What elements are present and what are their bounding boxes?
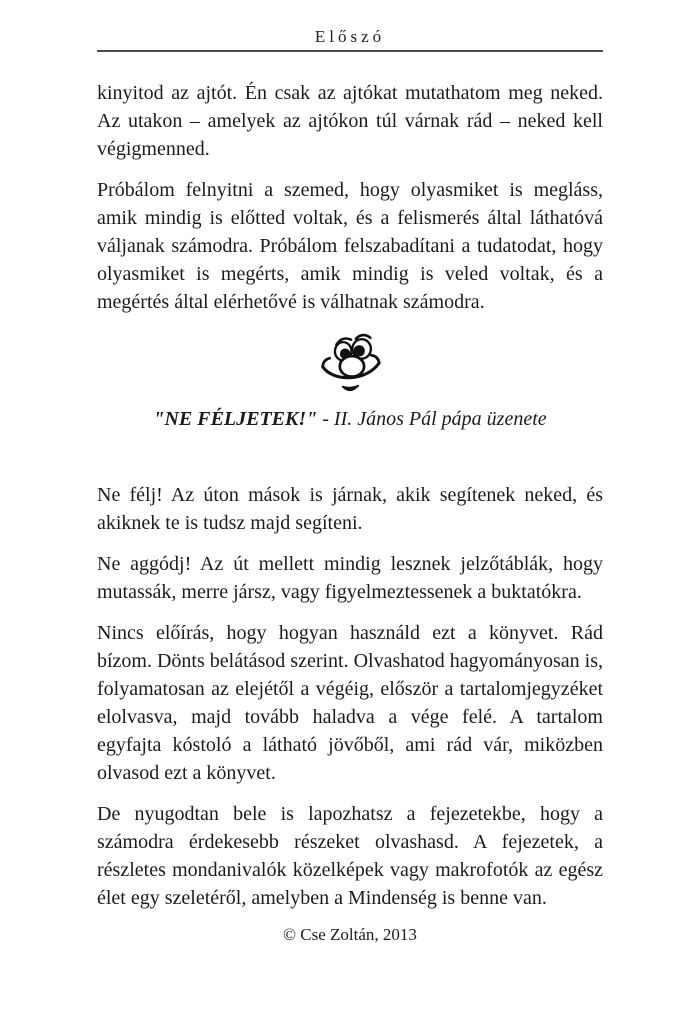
page-footer <box>97 925 603 945</box>
paragraph: Ne félj! Az úton mások is járnak, akik segítenek neked, és akiknek te is tudsz majd segíteni. <box>97 484 603 534</box>
header-divider <box>97 50 603 52</box>
page-body <box>97 79 603 912</box>
smiley-face-icon <box>315 329 385 397</box>
page-title: Előszó <box>314 27 386 46</box>
paragraph: Nincs előírás, hogy hogyan használd ezt a könyvet. Rád bízom. Dönts belátásod szerint. Olvashatod hagyományosan is, folyamatosan az elejétől a végéig, először a tartalomjegyzéket elolvasva, majd tovább haladva a vége felé. A tartalom egyfajta kóstoló a látható jövőből, ami rád vár, miközben olvasod ezt a könyvet. <box>97 622 604 784</box>
paragraph: De nyugodtan bele is lapozhatsz a fejezetekbe, hogy a számodra érdekesebb részeket olvashasd. A fejezetek, a részletes mondanivalók közelképek vagy makrofotók az egész élet egy szeletéről, amelyben a Mindenség is benne van. <box>97 803 603 909</box>
page-header <box>97 27 603 52</box>
paragraph: Próbálom felnyitni a szemed, hogy olyasmiket is megláss, amik mindig is előtted voltak, és a felismerés által láthatóvá váljanak számodra. Próbálom felszabadítani a tudatodat, hogy olyasmiket is megérts, amik mindig is veled voltak, és a megértés által elérhetővé is válhatnak számodra. <box>97 179 603 313</box>
quote-attribution: - II. János Pál pápa üzenete <box>317 408 547 430</box>
paragraph: kinyitod az ajtót. Én csak az ajtókat mutathatom meg neked. Az utakon – amelyek az ajtókon túl várnak rád – neked kell végigmenned. <box>97 82 603 160</box>
copyright-notice: © Cse Zoltán, 2013 <box>283 925 417 944</box>
smiley-face-illustration <box>97 329 603 397</box>
quote-line <box>97 406 603 432</box>
quote-emphasis: "NE FÉLJETEK!" <box>153 408 318 430</box>
paragraph: Ne aggódj! Az út mellett mindig lesznek jelzőtáblák, hogy mutassák, merre jársz, vagy figyelmeztessenek a buktatókra. <box>97 553 603 603</box>
